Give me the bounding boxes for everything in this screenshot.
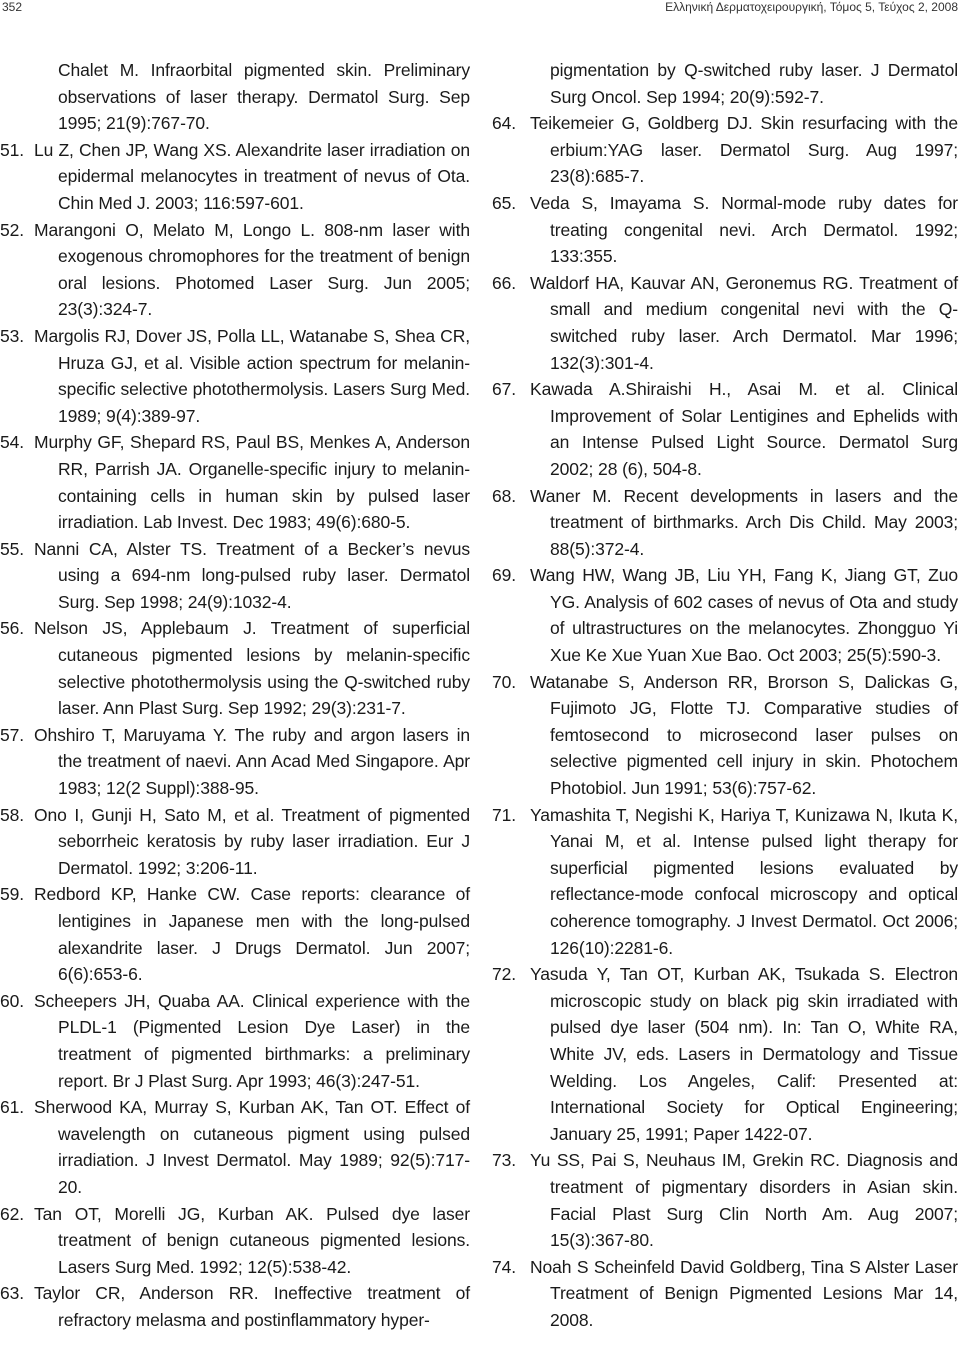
reference-item — [0, 615, 470, 721]
reference-number: 69. — [492, 565, 517, 586]
reference-item — [492, 669, 958, 802]
page-number: 352 — [2, 0, 23, 14]
reference-text: Taylor CR, Anderson RR. Ineffective treatment of refractory melasma and postinflammatory hyper- — [34, 1283, 470, 1330]
reference-number: 53. — [0, 325, 25, 346]
reference-text: Veda S, Imayama S. Normal-mode ruby dates for treating congenital nevi. Arch Dermatol. 1992; 133:355. — [530, 192, 958, 267]
reference-item — [0, 1094, 470, 1200]
reference-text: Nanni CA, Alster TS. Treatment of a Becker’s nevus using a 694-nm long-pulsed ruby laser. Dermatol Surg. Sep 1998; 24(9):1032-4. — [34, 538, 470, 612]
reference-number: 55. — [0, 538, 25, 559]
reference-text: Wang HW, Wang JB, Liu YH, Fang K, Jiang GT, Zuo YG. Analysis of 602 cases of nevus of Ota and study of ultrastructures on the melanocytes. Zhongguo Yi Xue Ke Xue Yuan Xue Bao. Oct 2003; 25(5):590-3. — [530, 565, 958, 666]
reference-number: 54. — [0, 432, 25, 453]
running-title: Ελληνική Δερματοχειρουργική, Τόμος 5, Τεύχος 2, 2008 — [665, 0, 958, 14]
reference-item — [492, 376, 958, 482]
reference-number: 68. — [492, 485, 517, 506]
reference-item — [492, 190, 958, 270]
reference-text: Ohshiro T, Maruyama Y. The ruby and argon lasers in the treatment of naevi. Ann Acad Med Singapore. Apr 1983; 12(2 Suppl):388-95. — [34, 724, 470, 799]
reference-item — [0, 1201, 470, 1281]
reference-item — [0, 881, 470, 987]
reference-text: pigmentation by Q-switched ruby laser. J Dermatol Surg Oncol. Sep 1994; 20(9):592-7. — [550, 60, 958, 107]
reference-text: Teikemeier G, Goldberg DJ. Skin resurfacing with the erbium:YAG laser. Dermatol Surg. Aug 1997; 23(8):685-7. — [530, 113, 958, 187]
reference-item — [0, 323, 470, 429]
reference-item — [492, 1254, 958, 1334]
reference-item — [0, 722, 470, 802]
reference-text: Lu Z, Chen JP, Wang XS. Alexandrite laser irradiation on epidermal melanocytes in treatment of nevus of Ota. Chin Med J. 2003; 116:597-601. — [34, 139, 470, 213]
reference-item — [492, 270, 958, 376]
reference-number: 62. — [0, 1203, 25, 1224]
reference-number: 57. — [0, 724, 25, 745]
reference-number: 64. — [492, 113, 517, 134]
reference-number: 70. — [492, 671, 517, 692]
reference-item — [492, 802, 958, 962]
reference-number: 71. — [492, 804, 517, 825]
reference-item — [492, 483, 958, 563]
reference-text: Watanabe S, Anderson RR, Brorson S, Dalickas G, Fujimoto JG, Flotte TJ. Comparative studies of femtosecond to microsecond laser pulses on selective pigmented cell injury in skin. Photochem Photobiol. Jun 1991; 53(6):757-62. — [530, 671, 958, 799]
reference-text: Waner M. Recent developments in lasers and the treatment of birthmarks. Arch Dis Child. May 2003; 88(5):372-4. — [530, 485, 958, 559]
reference-number: 60. — [0, 990, 25, 1011]
reference-number: 51. — [0, 139, 25, 160]
reference-item — [492, 110, 958, 190]
reference-text: Noah S Scheinfeld David Goldberg, Tina S Alster Laser Treatment of Benign Pigmented Lesions Mar 14, 2008. — [530, 1256, 958, 1330]
reference-number: 67. — [492, 379, 517, 400]
reference-text: Yasuda Y, Tan OT, Kurban AK, Tsukada S. Electron microscopic study on black pig skin irradiated with pulsed dye laser (504 nm). In: Tan O, White RA, White JV, eds. Lasers in Dermatology and Tissue Welding. Los Angeles, Calif: Presented at: International Society for Optical Engineering; January 25, 1991; Paper 1422-07. — [530, 964, 958, 1144]
reference-text: Waldorf HA, Kauvar AN, Geronemus RG. Treatment of small and medium congenital nevi with the Q-switched ruby laser. Arch Dermatol. Mar 1996; 132(3):301-4. — [530, 272, 958, 373]
reference-text: Tan OT, Morelli JG, Kurban AK. Pulsed dye laser treatment of benign cutaneous pigmented lesions. Lasers Surg Med. 1992; 12(5):538-42. — [34, 1203, 470, 1277]
reference-text: Yu SS, Pai S, Neuhaus IM, Grekin RC. Diagnosis and treatment of pigmentary disorders in Asian skin. Facial Plast Surg Clin North Am. Aug 2007; 15(3):367-80. — [530, 1150, 958, 1251]
references-left-column — [0, 57, 470, 1334]
reference-number: 56. — [0, 618, 25, 639]
page-header — [0, 0, 960, 18]
reference-item — [0, 988, 470, 1094]
reference-item — [0, 429, 470, 535]
reference-text: Margolis RJ, Dover JS, Polla LL, Watanabe S, Shea CR, Hruza GJ, et al. Visible action spectrum for melanin-specific selective photothermolysis. Lasers Surg Med. 1989; 9(4):389-97. — [34, 325, 470, 426]
reference-number: 66. — [492, 272, 517, 293]
reference-number: 72. — [492, 964, 517, 985]
reference-text: Nelson JS, Applebaum J. Treatment of superficial cutaneous pigmented lesions by melanin-specific selective photothermolysis using the Q-switched ruby laser. Ann Plast Surg. Sep 1992; 29(3):231-7. — [34, 618, 470, 719]
reference-item — [0, 802, 470, 882]
reference-number: 61. — [0, 1097, 25, 1118]
reference-text: Redbord KP, Hanke CW. Case reports: clearance of lentigines in Japanese men with the long-pulsed alexandrite laser. J Drugs Dermatol. Jun 2007; 6(6):653-6. — [34, 884, 470, 985]
reference-text: Scheepers JH, Quaba AA. Clinical experience with the PLDL-1 (Pigmented Lesion Dye Laser) in the treatment of pigmented birthmarks: a preliminary report. Br J Plast Surg. Apr 1993; 46(3):247-51. — [34, 990, 470, 1091]
reference-item — [492, 57, 958, 110]
reference-text: Murphy GF, Shepard RS, Paul BS, Menkes A, Anderson RR, Parrish JA. Organelle-specific injury to melanin-containing cells in human skin by pulsed laser irradiation. Lab Invest. Dec 1983; 49(6):680-5. — [34, 432, 470, 533]
reference-text: Yamashita T, Negishi K, Hariya T, Kunizawa N, Ikuta K, Yanai M, et al. Intense pulsed light therapy for superficial pigmented lesions evaluated by reflectance-mode confocal microscopy and optical coherence tomography. J Invest Dermatol. Oct 2006; 126(10):2281-6. — [530, 804, 958, 958]
reference-number: 63. — [0, 1283, 25, 1304]
reference-item — [0, 1280, 470, 1333]
reference-number: 58. — [0, 804, 25, 825]
references-right-column — [492, 57, 958, 1334]
reference-number: 65. — [492, 192, 517, 213]
reference-number: 52. — [0, 219, 25, 240]
reference-number: 74. — [492, 1256, 517, 1277]
reference-text: Kawada A.Shiraishi H., Asai M. et al. Clinical Improvement of Solar Lentigines and Ephelids with an Intense Pulsed Light Source. Dermatol Surg 2002; 28 (6), 504-8. — [530, 379, 958, 479]
reference-text: Sherwood KA, Murray S, Kurban AK, Tan OT. Effect of wavelength on cutaneous pigment using pulsed irradiation. J Invest Dermatol. May 1989; 92(5):717-20. — [34, 1097, 470, 1197]
reference-number: 59. — [0, 884, 25, 905]
reference-item — [0, 536, 470, 616]
reference-text: Ono I, Gunji H, Sato M, et al. Treatment of pigmented seborrheic keratosis by ruby laser irradiation. Eur J Dermatol. 1992; 3:206-11. — [34, 804, 470, 878]
reference-item — [0, 137, 470, 217]
reference-item — [492, 1147, 958, 1253]
reference-text: Chalet M. Infraorbital pigmented skin. Preliminary observations of laser therapy. Dermatol Surg. Sep 1995; 21(9):767-70. — [58, 60, 470, 134]
reference-item — [0, 57, 470, 137]
reference-number: 73. — [492, 1150, 517, 1171]
reference-item — [492, 562, 958, 668]
reference-text: Marangoni O, Melato M, Longo L. 808-nm laser with exogenous chromophores for the treatment of benign oral lesions. Photomed Laser Surg. Jun 2005; 23(3):324-7. — [34, 219, 470, 320]
reference-item — [0, 217, 470, 323]
reference-item — [492, 961, 958, 1147]
